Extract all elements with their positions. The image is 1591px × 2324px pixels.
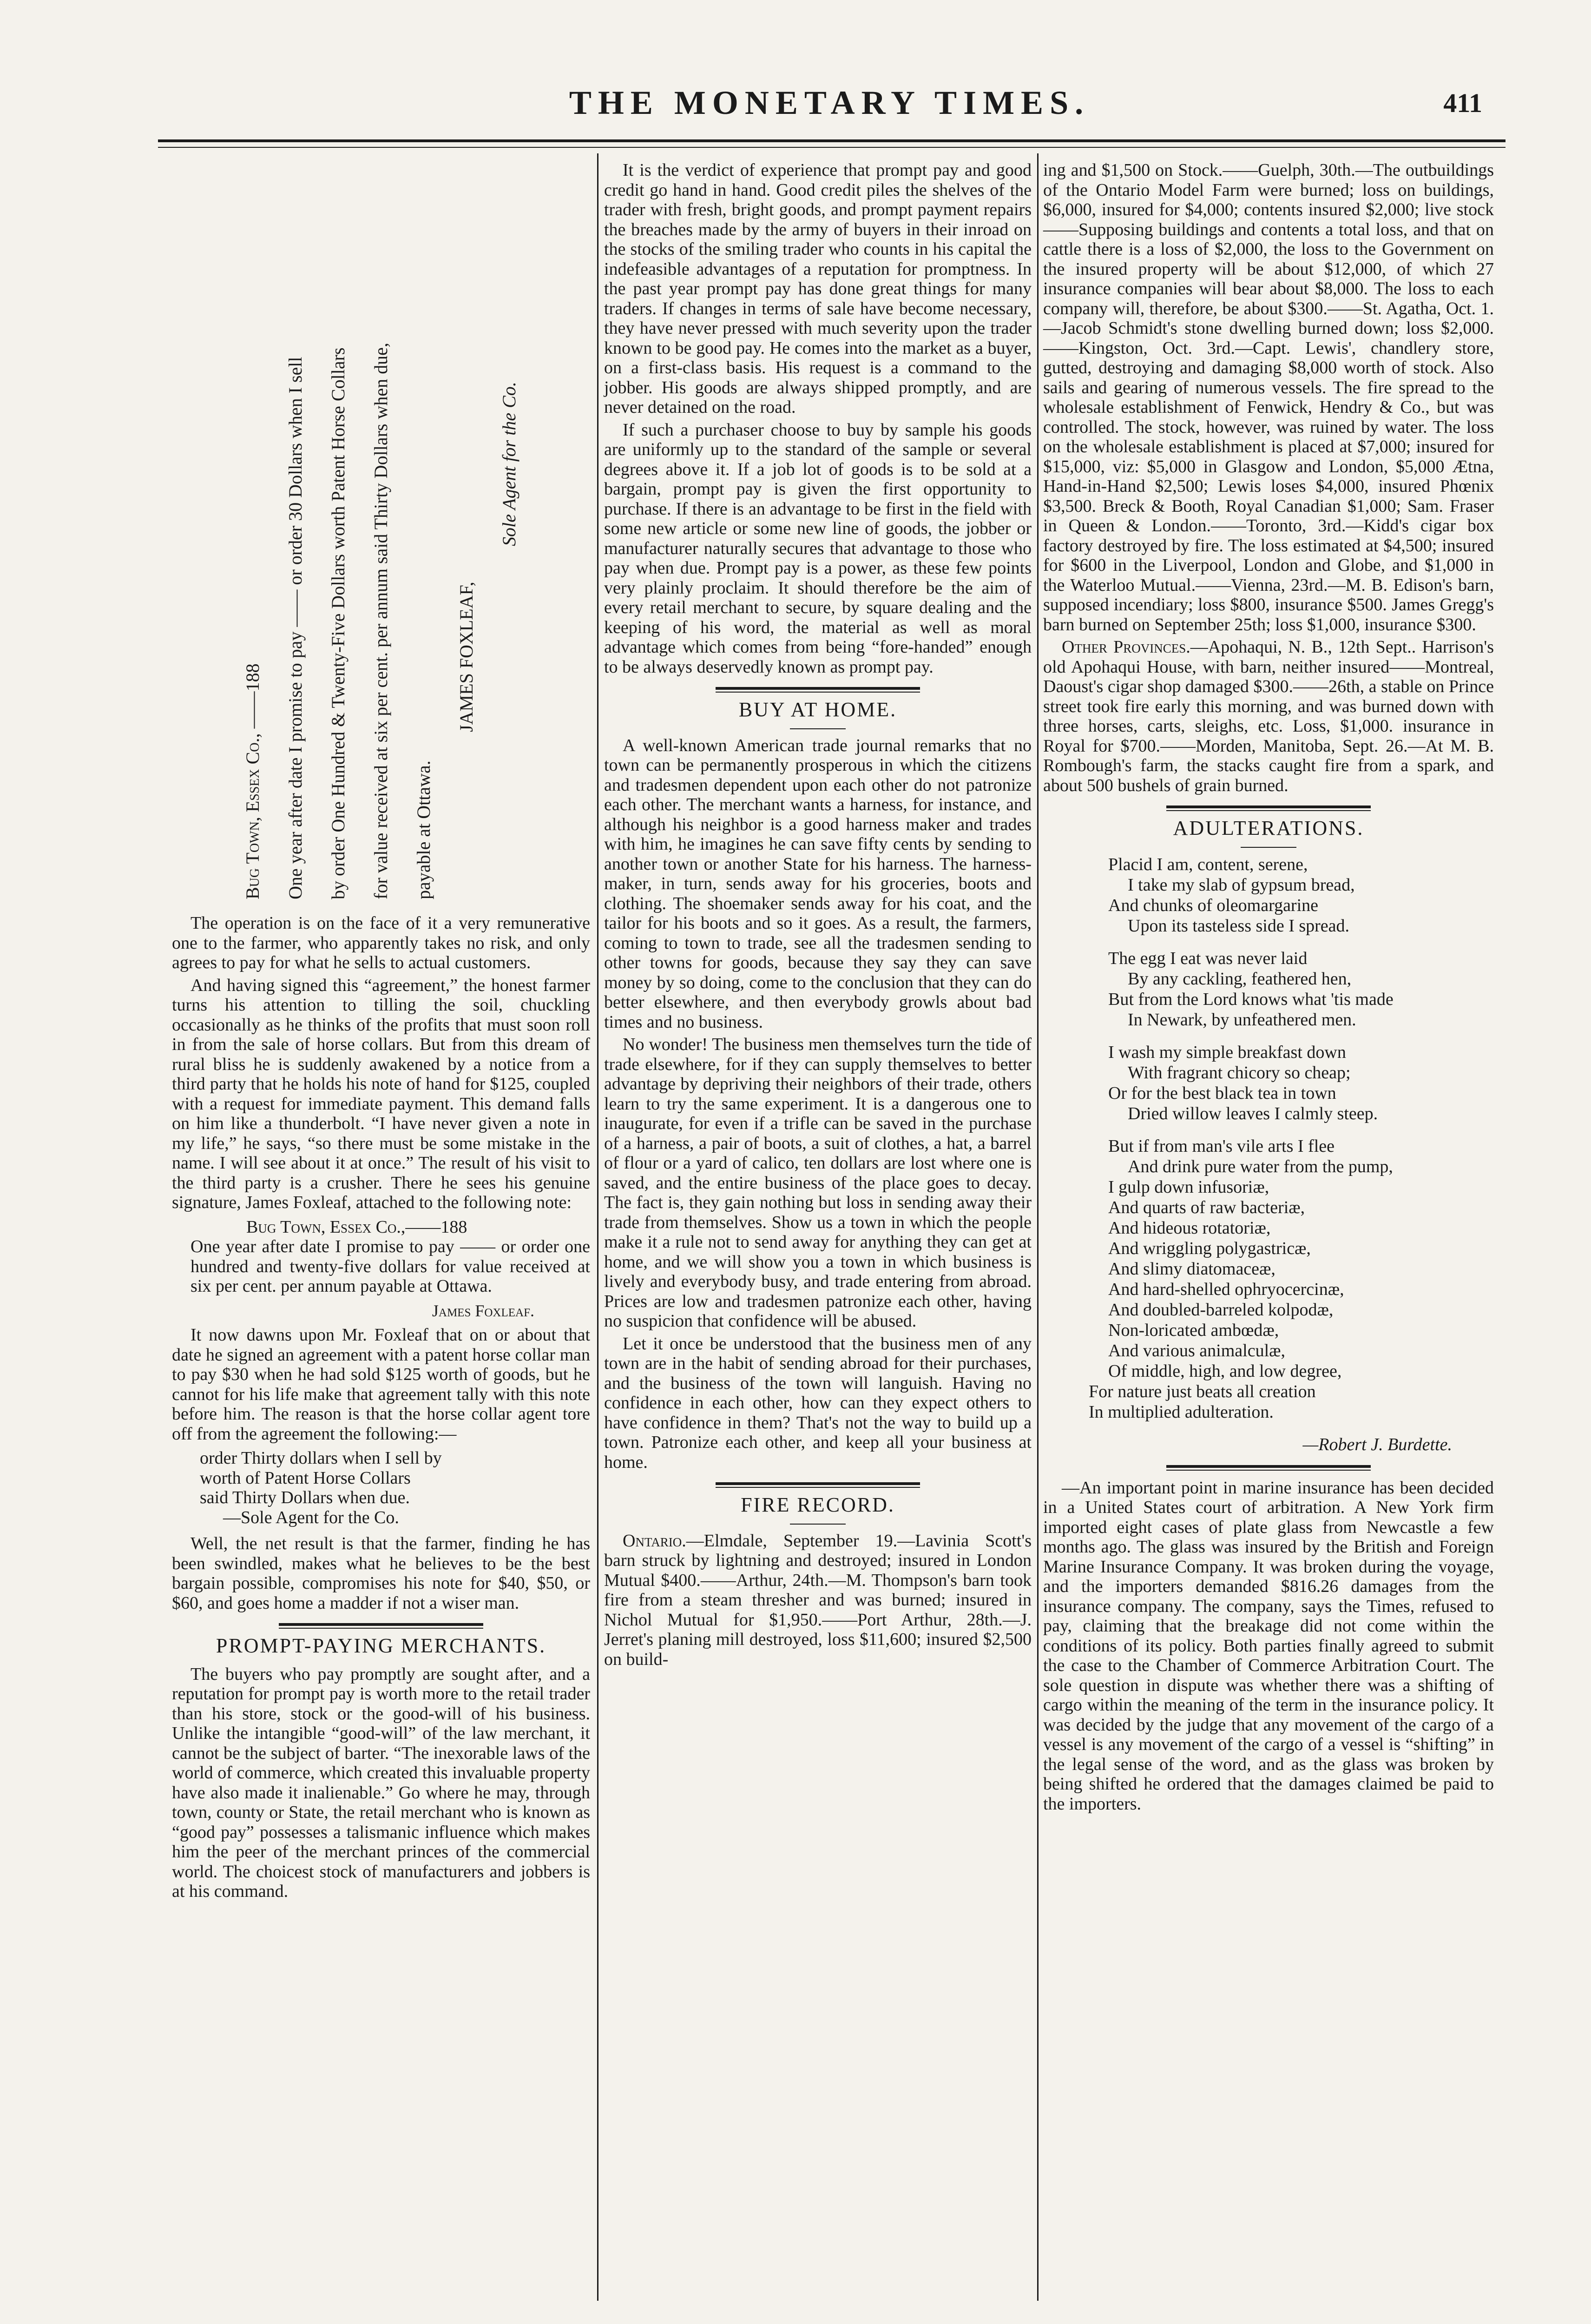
poem-line: I gulp down infusoriæ,: [1108, 1177, 1269, 1197]
page-number: 411: [1443, 88, 1482, 118]
paragraph: It is the verdict of experience that prompt pay and good credit go hand in hand. Good credit piles the shelves of the trader with fresh, bright goods, and prompt payment repairs the breaches made by the army of buyers in their inroad on the stocks of the smiling trader who counts in his capital the indefeasible advantages of a reputation for promptness. In the past year prompt pay has done great things for many traders. If changes in terms of sale have become necessary, they have never pressed with much severity upon the trader known to be good pay. He comes into the market as a buyer, on a first-class basis. His request is a command to the jobber. His goods are always shipped promptly, and are never detained on the road.: [604, 160, 1032, 417]
poem-line: Of middle, high, and low degree,: [1108, 1361, 1342, 1381]
paragraph: The operation is on the face of it a very remunerative one to the farmer, who apparently takes no risk, and only agrees to pay for what he sells to actual customers.: [172, 913, 590, 972]
poem-stanza: [1108, 1042, 1494, 1124]
poem-line: I take my slab of gypsum bread,: [1128, 875, 1355, 895]
section-rule: [716, 687, 920, 690]
poem-line: Or for the best black tea in town: [1108, 1083, 1336, 1103]
poem-line: Dried willow leaves I calmly steep.: [1128, 1103, 1378, 1123]
paragraph-text: —Elmdale, September 19.—Lavinia Scott's barn struck by lightning and destroyed; insured in London Mutual $400.——Arthur, 24th.—M. Thompson's barn took fire from a steam thresher and was burned; insured in Nichol Mutual for $1,950.——Port Arthur, 28th.—J. Jerret's planing mill destroyed, loss $11,600; insured $2,500 on build-: [604, 1531, 1032, 1669]
note-line-3: by order One Hundred & Twenty-Five Dollars worth Patent Horse Collars: [328, 347, 348, 899]
poem-line: And quarts of raw bacteriæ,: [1108, 1197, 1305, 1217]
rotated-note-block: [172, 160, 590, 913]
paragraph: A well-known American trade journal remarks that no town can be permanently prosperous in which the citizens and tradesmen dependent upon each other do not patronize each other. The merchant wants a harness, for instance, and although his neighbor is a good harness maker and trades with him, he imagines he can save fifty cents by sending to another town or another State for his harness. The harness-maker, in turn, sends away for his groceries, boots and clothing. The shoemaker sends away for his coat, and the tailor for his boots and so it goes. As a result, the farmers, coming to town to trade, see all the tradesmen sending to other towns for goods, because they say they can save money by so doing, come to the conclusion that they can do better elsewhere, and then everybody growls about bad times and no business.: [604, 735, 1032, 1032]
page-header: [167, 79, 1492, 135]
short-rule: [790, 1524, 846, 1525]
section-rule-thin: [716, 692, 920, 693]
section-rule-thin: [279, 1628, 483, 1629]
poem-line: And chunks of oleomargarine: [1108, 895, 1319, 915]
note-signature: James Foxleaf.: [432, 1301, 534, 1320]
poem-line: And various animalculæ,: [1108, 1340, 1285, 1360]
poem-line: Placid I am, content, serene,: [1108, 854, 1308, 874]
torn-line: order Thirty dollars when I sell by: [200, 1448, 442, 1468]
paragraph: ing and $1,500 on Stock.——Guelph, 30th.—The outbuildings of the Ontario Model Farm were burned; loss on buildings, $6,000, insured for $4,000; contents insured $2,000; live stock——Supposing buildings and contents a total loss, and that on cattle there is a loss of $2,000, the loss to the Government on the insured property will be about $12,000, of which 27 insurance companies will bear about $8,000. The loss to each company will, therefore, be about $300.——St. Agatha, Oct. 1.—Jacob Schmidt's stone dwelling burned down; loss $2,000.——Kingston, Oct. 3rd.—Capt. Lewis', chandlery store, gutted, destroying and damaging $8,000 worth of stock. Also sails and gearing of numerous vessels. The fire spread to the wholesale establishment of Fenwick, Hendry & Co., but was controlled. The stock, however, was ruined by water. The loss on the wholesale establishment is placed at $7,000; insured for $15,000, viz: $5,000 in Glasgow and London, $5,000 Ætna, Hand-in-Hand $2,500; Lewis loses $4,000, insured Phœnix $3,500. Breck & Booth, Royal Canadian $1,000; Sam. Fraser in Queen & London.——Toronto, 3rd.—Kidd's cigar box factory destroyed by fire. The loss estimated at $4,500; insured for $600 in the Liverpool, London and Globe, and $1,000 in the Waterloo Mutual.——Vienna, 23rd.—M. B. Edison's barn, supposed incendiary; loss $800, insurance $500. James Gregg's barn burned on September 25th; loss $1,000, insurance $300.: [1043, 160, 1494, 634]
paragraph: And having signed this “agreement,” the honest farmer turns his attention to tilling the soil, chuckling occasionally as he thinks of the profits that must soon roll in from the sale of horse collars. But from this dream of rural bliss he is suddenly awakened by a notice from a third party that he holds his note of hand for $125, coupled with a request for immediate payment. This demand falls on him like a thunderbolt. “I have never given a note in my life,” he says, “so there must be some mistake in the name. I will see about it at once.” The result of his visit to the third party is a crusher. There he sees his genuine signature, James Foxleaf, attached to the following note:: [172, 975, 590, 1212]
column-3: [1043, 160, 1494, 1816]
paragraph: [1043, 637, 1494, 795]
torn-line: worth of Patent Horse Collars: [200, 1468, 411, 1488]
short-rule: [1241, 847, 1296, 848]
section-rule: [1166, 1465, 1371, 1468]
paragraph: It now dawns upon Mr. Foxleaf that on or about that date he signed an agreement with a patent horse collar man to pay $30 when he had sold $125 worth of goods, but he cannot for his life make that agreement tally with this note before him. The reason is that the horse collar agent tore off from the agreement the following:—: [172, 1325, 590, 1444]
poem-line: The egg I eat was never laid: [1108, 948, 1308, 968]
poem-line: With fragrant chicory so cheap;: [1128, 1063, 1351, 1083]
torn-fragment: [172, 1448, 590, 1527]
torn-line: —Sole Agent for the Co.: [223, 1507, 399, 1527]
section-heading: PROMPT-PAYING MERCHANTS.: [216, 1634, 546, 1657]
poem-stanza: [1108, 854, 1494, 936]
section-heading: ADULTERATIONS.: [1173, 817, 1364, 839]
column-2: [604, 160, 1032, 1672]
short-rule: [790, 728, 846, 729]
paragraph-text: —Apohaqui, N. B., 12th Sept.. Harrison's old Apohaqui House, with barn, neither insured——Montreal, Daoust's cigar shop damaged $300.——26th, a stable on Prince street took fire early this morning, and was burned down with three horses, carts, sleighs, etc. Loss, $1,000. insurance in Royal for $700.——Morden, Manitoba, Sept. 26.—At M. B. Rombough's farm, the stacks caught fire from a spark, and about 500 bushels of grain burned.: [1043, 637, 1494, 795]
poem-line: And drink pure water from the pump,: [1128, 1156, 1393, 1176]
torn-line: said Thirty Dollars when due.: [200, 1488, 410, 1507]
rotated-agreement-note: [231, 174, 531, 899]
note-line-5: payable at Ottawa.: [413, 760, 434, 899]
paragraph: [604, 1531, 1032, 1670]
column-divider-1: [597, 153, 598, 2301]
poem-line: And doubled-barreled kolpodæ,: [1108, 1300, 1334, 1320]
poem: [1089, 854, 1494, 1455]
poem-line: And hideous rotatoriæ,: [1108, 1218, 1271, 1238]
poem-author: —Robert J. Burdette.: [1302, 1434, 1452, 1454]
section-rule-thin: [1166, 810, 1371, 811]
poem-stanza: [1108, 948, 1494, 1030]
note-body: One year after date I promise to pay —— or order one hundred and twenty-five dollars for value received at six per cent. per annum payable at Ottawa.: [191, 1237, 590, 1296]
column-1: [172, 160, 590, 1904]
note-line-4: for value received at six per cent. per annum said Thirty Dollars when due,: [370, 343, 391, 899]
section-rule: [1166, 805, 1371, 808]
poem-line: Non-loricated ambœdæ,: [1108, 1320, 1279, 1340]
header-rule-thin: [158, 147, 1506, 148]
poem-line: But from the Lord knows what 'tis made: [1108, 989, 1394, 1009]
poem-line: And wriggling polygastricæ,: [1108, 1238, 1311, 1258]
note-signature: JAMES FOXLEAF,: [456, 581, 477, 732]
note-agent: Sole Agent for the Co.: [499, 382, 519, 546]
paragraph: Well, the net result is that the farmer, finding he has been swindled, makes what he believes to be the best bargain possible, compromises his note for $40, $50, or $60, and goes home a madder if not a wiser man.: [172, 1534, 590, 1613]
poem-line: In Newark, by unfeathered men.: [1128, 1010, 1356, 1030]
section-rule: [716, 1482, 920, 1485]
header-rule: [158, 139, 1506, 142]
region-label: Other Provinces.: [1062, 637, 1190, 657]
note-place: Bug Town, Essex Co.,——188: [246, 1217, 467, 1237]
paragraph: —An important point in marine insurance has been decided in a United States court of arbitration. A New York firm imported eight cases of plate glass from Newcastle a few months ago. The glass was insured by the British and Foreign Marine Insurance Company. It was broken during the voyage, and the importers demanded $816.26 damages from the insurance company. The company, says the Times, refused to pay, claiming that the breakage did not come within the conditions of its policy. Both parties finally agreed to submit the case to the Chamber of Commerce Arbitration Court. The sole question in dispute was whether there was a shifting of cargo within the meaning of the term in the insurance policy. It was decided by the judge that any movement of the cargo of a vessel is any movement of the cargo of a vessel is “shifting” in the legal sense of the word, and as the glass was broken by being shifted he ordered that the damages claimed be paid to the importers.: [1043, 1478, 1494, 1814]
region-label: Ontario.: [623, 1531, 686, 1551]
paragraph: Let it once be understood that the business men of any town are in the habit of sending abroad for their purchases, and the business of the town will languish. Having no confidence in each other, how can they expect others to have confidence in them? That's not the way to build up a town. Patronize each other, and keep all your business at home.: [604, 1334, 1032, 1472]
section-heading: FIRE RECORD.: [741, 1493, 895, 1516]
section-rule-thin: [1166, 1470, 1371, 1471]
column-divider-2: [1037, 153, 1039, 2301]
poem-line: And hard-shelled ophryocercinæ,: [1108, 1279, 1344, 1299]
poem-line: And slimy diatomaceæ,: [1108, 1259, 1275, 1279]
masthead-title: THE MONETARY TIMES.: [569, 84, 1090, 121]
poem-stanza: [1089, 1136, 1494, 1422]
paragraph: No wonder! The business men themselves turn the tide of trade elsewhere, for if they can supply themselves to better advantage by depriving their neighbors of their trade, others learn to try the same experiment. It is a dangerous one to inaugurate, for even if a trifle can be saved in the purchase of a harness, a pair of boots, a suit of clothes, a hat, a barrel of flour or a yard of calico, ten dollars are lost where one is saved, and the entire business of the place goes to decay. The fact is, they gain nothing but loss in sending away their trade from themselves. Show us a town in which the people make it a rule not to send away for anything they can get at home, and we will show you a town in which business is lively and everybody busy, and trade entering from abroad. Prices are low and tradesmen patronize each other, having no suspicion that confidence will be abused.: [604, 1035, 1032, 1331]
section-rule-thin: [716, 1487, 920, 1488]
poem-line: I wash my simple breakfast down: [1108, 1042, 1346, 1062]
paragraph: The buyers who pay promptly are sought after, and a reputation for prompt pay is worth more to the retail trader than his store, stock or the good-will of his business. Unlike the intangible “good-will” of the law merchant, it cannot be the subject of barter. “The inexorable laws of the world of commerce, which created this invaluable property have also made it inalienable.” Go where he may, through town, county or State, the retail merchant who is known as “good pay” possesses a talismanic influence which makes him the peer of the merchant princes of the commercial world. The choicest stock of manufacturers and jobbers is at his command.: [172, 1664, 590, 1901]
poem-line: Upon its tasteless side I spread.: [1128, 916, 1350, 936]
note-line-2: One year after date I promise to pay —— or order 30 Dollars when I sell: [285, 357, 306, 899]
paragraph: If such a purchaser choose to buy by sample his goods are uniformly up to the standard of the sample or several degrees above it. If a job lot of goods is to be sold at a bargain, prompt pay is given the first opportunity to purchase. If there is an advantage to be first in the field with some new article or some new line of goods, the jobber or manufacturer naturally secures that advantage to those who pay when due. Prompt pay is a power, as these few points very plainly proclaim. It should therefore be the aim of every retail merchant to secure, by square dealing and the keeping of his word, the material as well as moral advantage which comes from being “fore-handed” enough to be always deservedly known as prompt pay.: [604, 420, 1032, 677]
poem-line: For nature just beats all creation: [1089, 1381, 1316, 1401]
note-place-line: Bug Town, Essex Co., ——188: [242, 663, 263, 899]
poem-line: In multiplied adulteration.: [1089, 1402, 1274, 1422]
section-heading: BUY AT HOME.: [738, 698, 897, 721]
quoted-note: [172, 1217, 590, 1296]
section-rule: [279, 1623, 483, 1626]
poem-line: But if from man's vile arts I flee: [1108, 1136, 1335, 1156]
poem-line: By any cackling, feathered hen,: [1128, 969, 1352, 989]
